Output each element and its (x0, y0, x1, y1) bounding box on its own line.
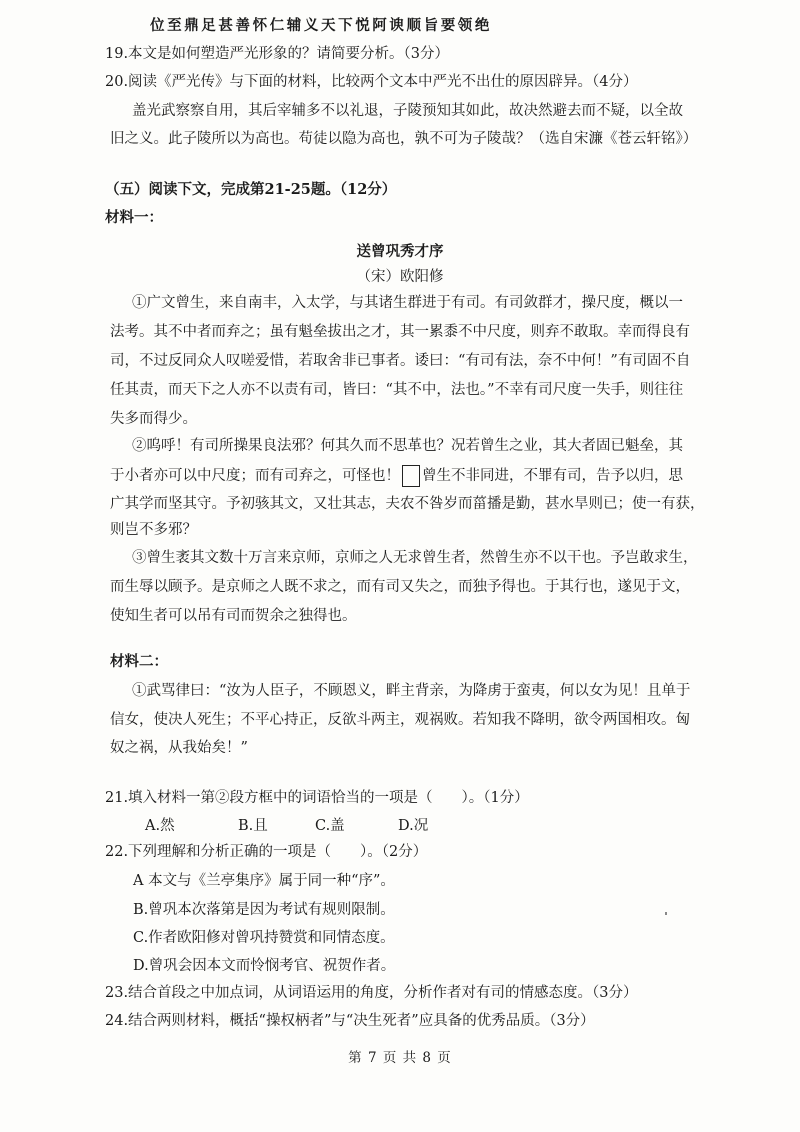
para3-line-2: 而生辱以顾予。是京师之人既不求之，而有司又失之，而独予得也。于其行也，遂见于文， (110, 579, 690, 595)
material-2-label: 材料二： (110, 653, 168, 670)
para1-line-3: 司，不过反同众人叹嗟爱惜，若取舍非已事者。诿曰：“有司有法，奈不中何！”有司固不自 (110, 353, 691, 369)
para1-line-1: ①广文曾生，来自南丰，入太学，与其诸生群进于有司。有司敛群才，操尺度，概以一 (132, 295, 683, 311)
mat2-line-1: ①武骂律曰：“汝为人臣子，不顾恩义，畔主背亲，为降虏于蛮夷，何以女为见！且单于 (132, 683, 691, 699)
para2-line-4: 则岂不多邪？ (110, 522, 197, 538)
section-5-heading: （五）阅读下文，完成第21-25题。（12分） (105, 181, 397, 198)
para2-line-1: ②呜呼！有司所操果良法邪？何其久而不思革也？况若曾生之业，其大者固已魁垒，其 (132, 438, 683, 454)
para2-line-2 (110, 465, 683, 487)
para1-line-5: 失多而得少。 (110, 411, 197, 427)
material-1-label: 材料一： (105, 209, 163, 226)
q21-option-a: A.然 (145, 818, 175, 834)
para2-line-2-after-box: 曾生不非同进，不罪有司，告予以归，思 (422, 468, 683, 484)
q22-option-d: D.曾巩会因本文而怜悯考官、祝贺作者。 (133, 958, 396, 974)
q20-passage-line-2: 旧之义。此子陵所以为高也。苟徒以隐为高也，孰不可为子陵哉？（选自宋濂《苍云轩铭》） (110, 131, 698, 147)
page-footer: 第 7 页 共 8 页 (348, 1050, 452, 1066)
para1-line-4: 任其责，而天下之人亦不以责有司，皆曰：“其不中，法也。”不幸有司尺度一失手，则往往 (110, 382, 684, 398)
essay-title: 送曾巩秀才序 (356, 243, 444, 260)
question-22: 22.下列理解和分析正确的一项是（ ）。（2分） (105, 844, 428, 860)
q20-passage-line-1: 盖光武察察自用，其后宰辅多不以礼退，子陵预知其如此，故决然避去而不疑，以全故 (132, 103, 683, 119)
question-24: 24.结合两则材料，概括“操权柄者”与“决生死者”应具备的优秀品质。（3分） (105, 1013, 595, 1029)
para3-line-3: 使知生者可以吊有司而贺余之独得也。 (110, 608, 357, 624)
para2-line-2-before-box: 于小者亦可以中尺度；而有司弃之，可怪也！ (110, 468, 400, 484)
mat2-line-2: 信女，使决人死生；不平心持正，反欲斗两主，观祸败。若知我不降明，欲令两国相攻。匈 (110, 712, 690, 728)
essay-author: （宋）欧阳修 (356, 269, 444, 285)
scan-speck (665, 912, 667, 915)
question-23: 23.结合首段之中加点词，从词语运用的角度，分析作者对有司的情感态度。（3分） (105, 985, 638, 1001)
question-19: 19.本文是如何塑造严光形象的？请简要分析。（3分） (105, 46, 450, 62)
q22-option-a: A 本文与《兰亭集序》属于同一种“序”。 (133, 873, 395, 889)
cut-off-header-line: 位至鼎足甚善怀仁辅义天下悦阿谀顺旨要领绝 (150, 17, 492, 34)
answer-blank-box (402, 465, 420, 487)
question-20: 20.阅读《严光传》与下面的材料，比较两个文本中严光不出仕的原因辟异。（4分） (105, 74, 638, 90)
question-21: 21.填入材料一第②段方框中的词语恰当的一项是（ ）。（1分） (105, 790, 529, 806)
q21-option-b: B.且 (238, 818, 268, 834)
para2-line-3: 广其学而坚其守。予初骇其文，又壮其志，夫农不咎岁而菑播是勤，甚水旱则已；使一有获， (110, 496, 705, 512)
para1-line-2: 法考。其不中者而弃之；虽有魁垒拔出之才，其一累黍不中尺度，则弃不敢取。幸而得良有 (110, 324, 690, 340)
q22-option-b: B.曾巩本次落第是因为考试有规则限制。 (133, 902, 395, 918)
q21-option-c: C.盖 (315, 818, 345, 834)
mat2-line-3: 奴之祸，从我始矣！” (110, 740, 248, 756)
q21-option-d: D.况 (398, 818, 429, 834)
q22-option-c: C.作者欧阳修对曾巩持赞赏和同情态度。 (133, 930, 395, 946)
para3-line-1: ③曾生袤其文数十万言来京师，京师之人无求曾生者，然曾生亦不以干也。予岂敢求生， (132, 550, 698, 566)
